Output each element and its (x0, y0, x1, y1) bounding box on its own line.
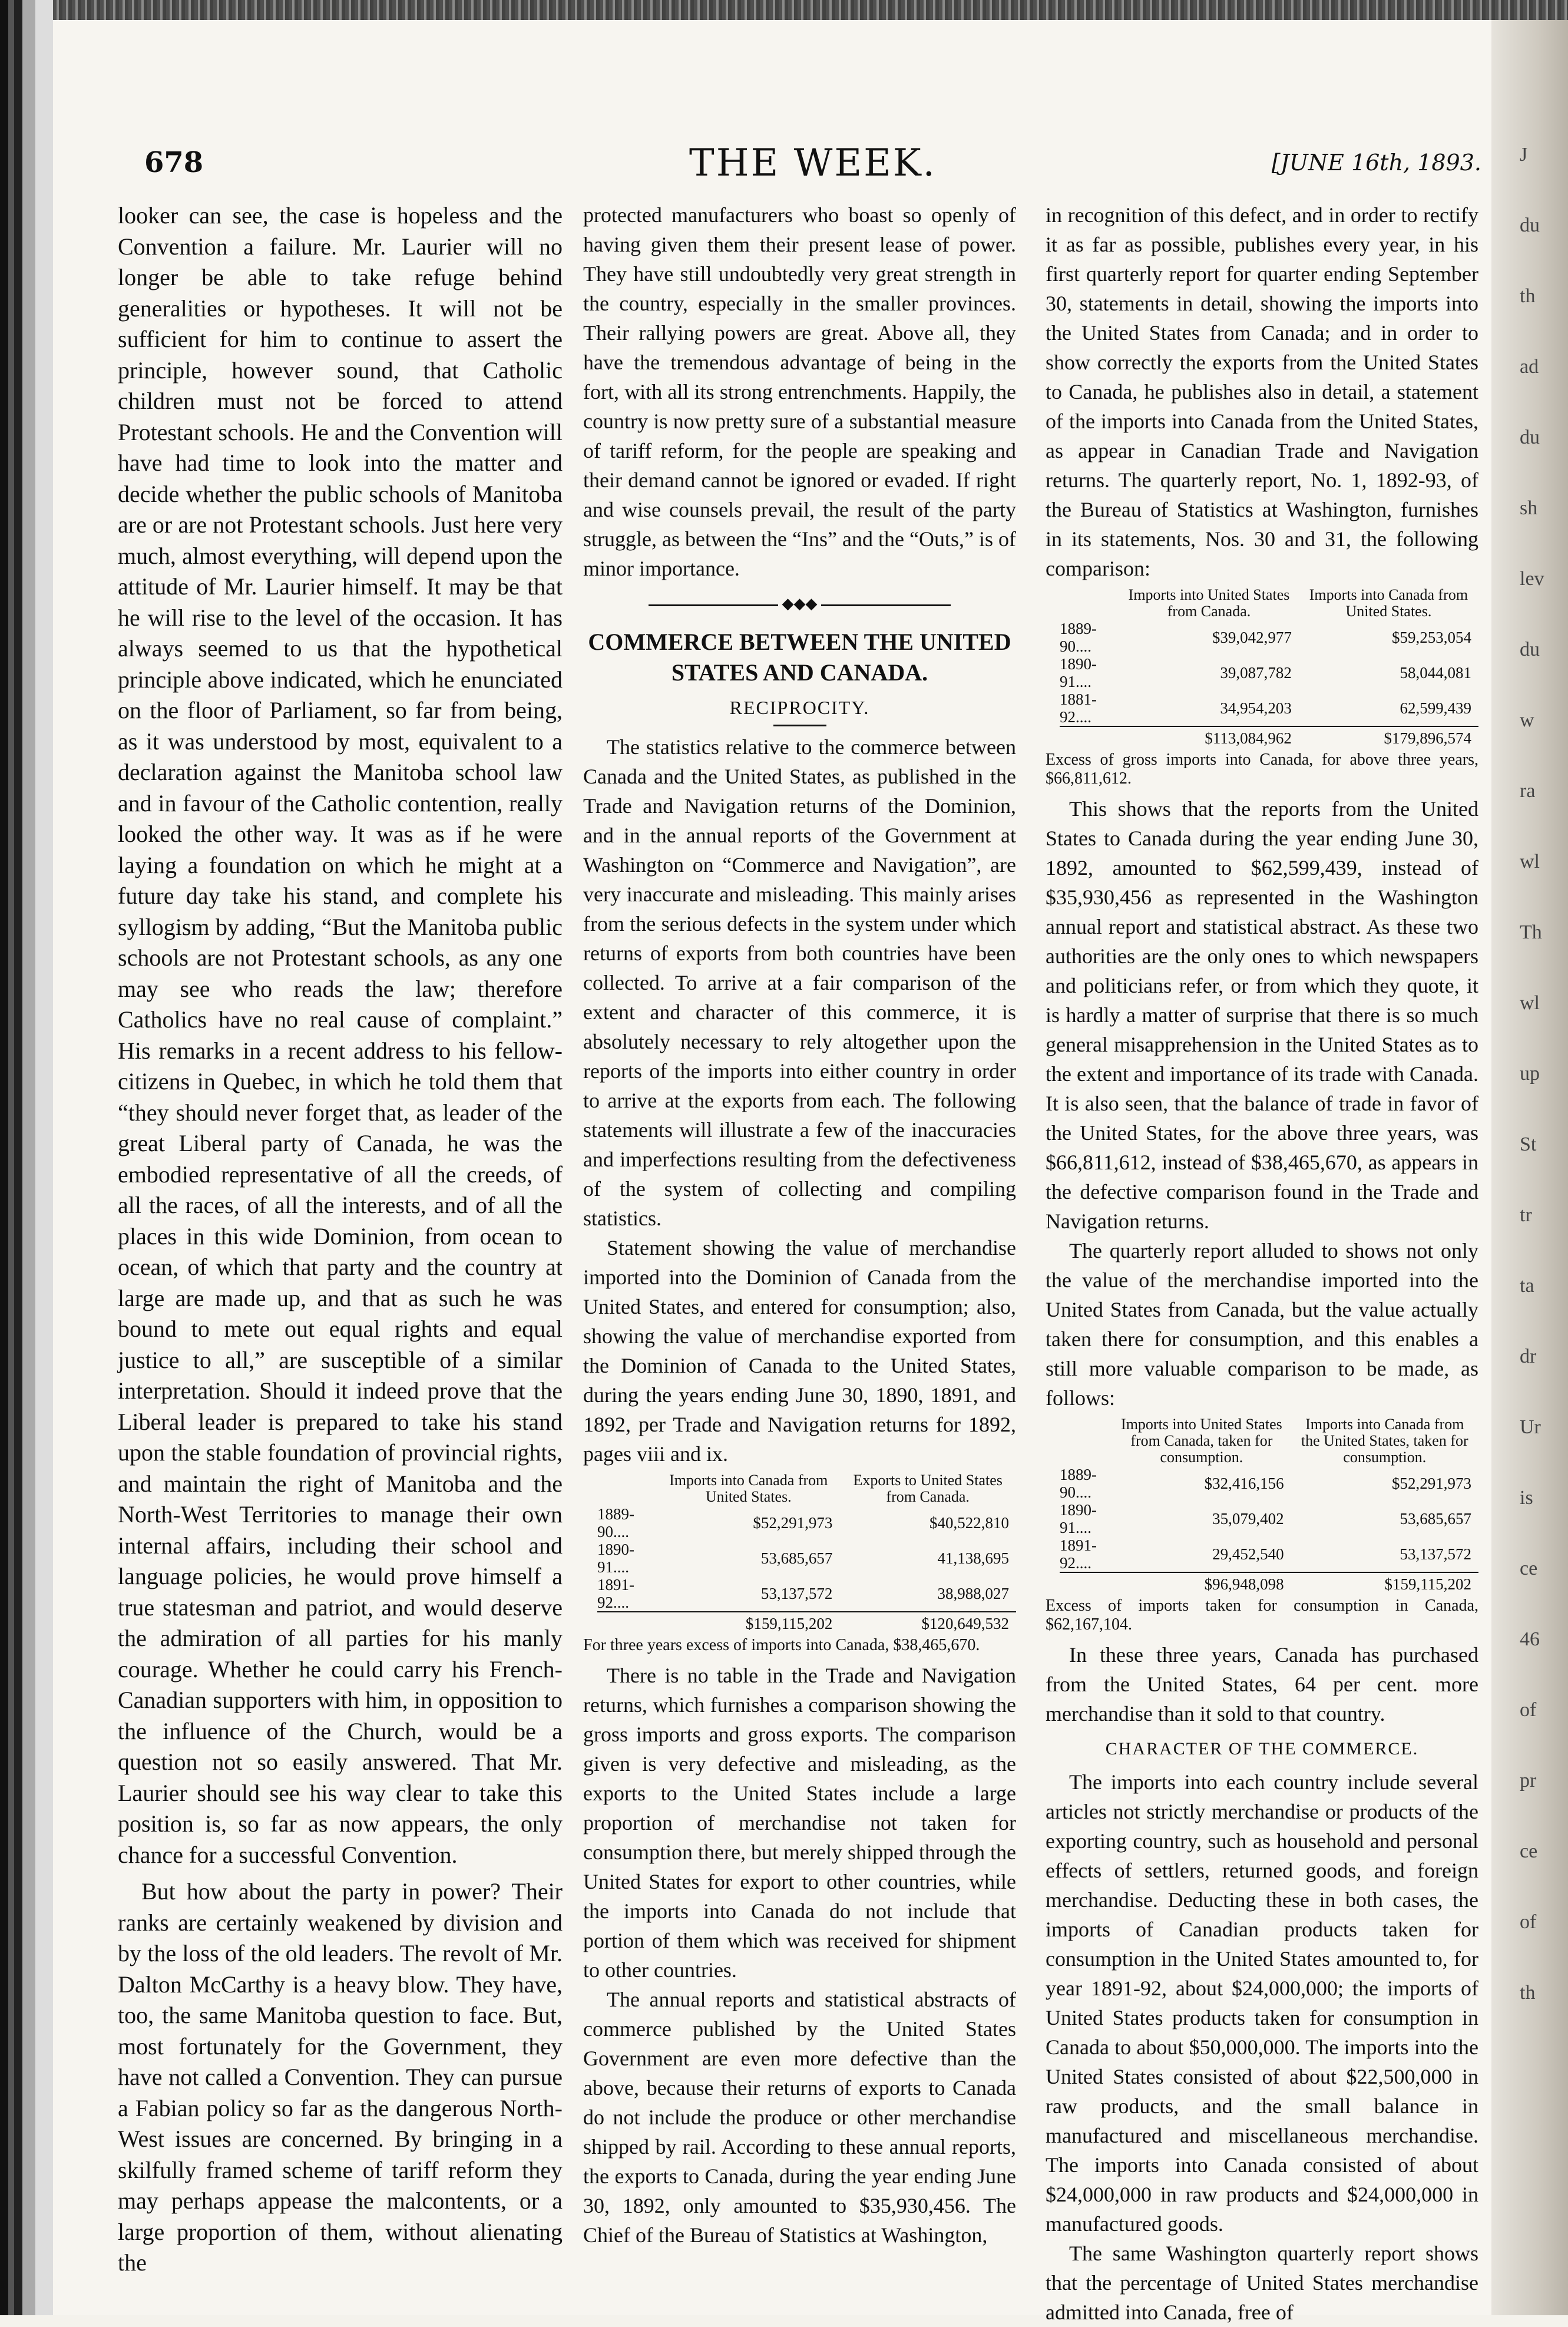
table-cell: 1890-91.... (1060, 655, 1097, 690)
adjacent-page-fragment: th (1520, 1982, 1536, 2004)
adjacent-page-fragment: Ur (1520, 1416, 1541, 1438)
issue-date: [JUNE 16th, 1893. (1271, 150, 1481, 176)
table-note: For three years excess of imports into Canada, $38,465,670. (583, 1636, 980, 1654)
table-row (1060, 620, 1478, 655)
table-cell: $113,084,962 (1119, 726, 1299, 747)
table-cell: 38,988,027 (937, 1585, 1009, 1602)
paragraph: protected manufacturers who boast so openly of having given them their present lease of power. They have still undoubtedly very great strength in the country, especially in the smaller provinces. Their rallying powers are great. Above all, they have the tremendous advantage of being in the fort, with all its strong entrenchments. Happily, the country is now pretty sure of a substantial measure of tariff reform, for the people are speaking and their demand cannot be ignored or evaded. If right and wise counsels prevail, the result of the party struggle, as between the “Ins” and the “Outs,” is of minor importance. (583, 203, 1016, 580)
section-divider: ◆◆◆ (583, 589, 1016, 619)
paragraph: The statistics relative to the commerce between Canada and the United States, as published in the Trade and Navigation returns of the Dominion, and in the annual reports of the Government at Washington on “Commerce and Navigation”, are very inaccurate and misleading. This mainly arises from the serious defects in the system under which returns of exports from both countries have been collected. To arrive at a fair comparison of the extent and character of this commerce, it is absolutely necessary to rely altogether upon the reports of the imports into either country in order to arrive at the exports from each. The following statements will illustrate a few of the inaccuracies and imperfections resulting from the defectiveness of the system of collecting and compiling statistics. (583, 735, 1016, 1230)
table-cell: $32,416,156 (1204, 1475, 1284, 1492)
adjacent-page-fragment: du (1520, 214, 1540, 236)
table-header: Imports into United States from Canada, taken for consumption. (1121, 1416, 1282, 1466)
table-cell: 58,044,081 (1400, 664, 1471, 682)
table-row (1060, 1466, 1478, 1501)
table-cell: 1890-91.... (597, 1541, 634, 1576)
table-header (597, 1472, 657, 1505)
table-row (1060, 1501, 1478, 1536)
adjacent-page-fragment: ce (1520, 1840, 1538, 1862)
adjacent-page-fragment: du (1520, 639, 1540, 660)
page-binding-edge (0, 0, 53, 2315)
table-row (597, 1541, 1016, 1576)
page-top-edge (53, 0, 1568, 20)
table-cell: 1889-90.... (597, 1505, 634, 1541)
table-row (1060, 655, 1478, 690)
adjacent-page-fragment: lev (1520, 568, 1544, 590)
table-cell: $120,649,532 (839, 1612, 1016, 1632)
table-cell: $52,291,973 (1392, 1475, 1471, 1492)
paragraph: Statement showing the value of merchandise imported into the Dominion of Canada from the United States, and entered for consumption; also, showing the value of merchandise exported from the Dominion of Canada to the United States, during the years ending June 30, 1890, 1891, and 1892, per Trade and Navigation returns for 1892, pages viii and ix. (583, 1236, 1016, 1466)
adjacent-page-fragment: J (1520, 144, 1528, 166)
adjacent-page-fragment: tr (1520, 1204, 1532, 1226)
statistics-table (1060, 587, 1478, 747)
table-header (1060, 1416, 1112, 1466)
adjacent-page-fragment: ce (1520, 1558, 1538, 1579)
adjacent-page-fragment: of (1520, 1699, 1537, 1721)
paragraph: But how about the party in power? Their ranks are certainly weakened by division and by the loss of the old leaders. The revolt of Mr. Dalton McCarthy is a heavy blow. They have, too, the same Manitoba question to face. But, most fortunately for the Government, they have not called a Convention. They can pursue a Fabian policy so far as the dangerous North-West issues are concerned. By bringing in a skilfully framed scheme of tariff reform they may perhaps appease the malcontents, or a large proportion of them, without alienating the (118, 1878, 563, 2276)
column-1 (118, 200, 563, 2279)
table-header (1060, 587, 1119, 620)
table-cell: $159,115,202 (1291, 1572, 1478, 1593)
paragraph: The imports into each country include several articles not strictly merchandise or products of the exporting country, such as household and personal effects of settlers, returned goods, and foreign merchandise. Deducting these in both cases, the imports of Canadian products taken for consumption in the United States amounted to, for year 1891-92, about $24,000,000; the imports of United States products taken for consumption in Canada to about $50,000,000. The imports into the United States consisted of about $22,500,000 in raw products, and the small balance in manufactured and miscellaneous merchandise. The imports into Canada consisted of about $24,000,000 in raw products and $24,000,000 in manufactured goods. (1046, 1770, 1478, 2236)
statistics-table (1060, 1416, 1478, 1593)
adjacent-page-fragment: Th (1520, 921, 1542, 943)
paragraph: looker can see, the case is hopeless and the Convention a failure. Mr. Laurier will no longer be able to take refuge behind generalities or hypotheses. It will not be sufficient for him to continue to assert the principle, however sound, that Catholic children must not be forced to attend Protestant schools. He and the Convention will have had time to look into the matter and decide whether the public schools of Manitoba are or are not Protestant schools. Just here very much, almost everything, will depend upon the attitude of Mr. Laurier himself. It may be that he will rise to the level of the occasion. It has always seemed to us that the hypothetical principle above indicated, which he enunciated on the floor of Parliament, so far from being, as it was understood by most, equivalent to a declaration against the Manitoba school law and in favour of the Catholic contention, really looked the other way. It was as if he were laying a foundation on which he might at a future day take his stand, and complete his syllogism by adding, “But the Manitoba public schools are not Protestant schools, as any one may see who reads the law; therefore Catholics have no real cause of complaint.” His remarks in a recent address to his fellow-citizens in Quebec, in which he told them that “they should never forget that, as leader of the great Liberal party of Canada, he was the embodied representative of all the creeds, of all the races, of all the interests, and of all the places in this wide Dominion, from ocean to ocean, of which that party and the country at large are made up, and that as such he was bound to mete out equal rights and equal justice to all,” are susceptible of a similar interpretation. Should it indeed prove that the Liberal leader is prepared to take his stand upon the stable foundation of provincial rights, and maintain the right of Manitoba and the North-West Territories to manage their own internal affairs, including their school and language policies, he would prove himself a true statesman and patriot, and would deserve the admiration of all parties for his manly courage. Whether he could carry his French-Canadian supporters with him, in opposition to the influence of the Church, would be a question not so easily answered. That Mr. Laurier should see his way clear to take this position is, so far as now appears, the only chance for a successful Convention. (118, 202, 563, 1868)
table-cell (1060, 1572, 1112, 1593)
table-cell: $179,896,574 (1299, 726, 1478, 747)
article-headline: COMMERCE BETWEEN THE UNITED STATES AND CANADA. (588, 629, 1011, 686)
table-cell: 1881-92.... (1060, 690, 1097, 726)
table-cell: 29,452,540 (1212, 1545, 1284, 1563)
paragraph: in recognition of this defect, and in order to rectify it as far as possible, publishes every year, in his first quarterly report for quarter ending September 30, statements in detail, showing the imports into the United States from Canada; and in order to show correctly the exports from the United States to Canada, he publishes also in detail, a statement of the imports into Canada from the United States, as appear in Canadian Trade and Navigation returns. The quarterly report, No. 1, 1892-93, of the Bureau of Statistics at Washington, furnishes in its statements, Nos. 30 and 31, the following comparison: (1046, 203, 1478, 580)
table-cell: 53,137,572 (1400, 1545, 1471, 1563)
adjacent-page-fragment: sh (1520, 497, 1538, 519)
paragraph: This shows that the reports from the United States to Canada during the year ending June 30, 1892, amounted to $62,599,439, instead of $35,930,456 as represented in the Washington annual report and statistical abstract. As these two authorities are the only ones to which newspapers and politicians refer, or from which they quote, it is hardly a matter of surprise that there is so much general misapprehension in the United States as to the extent and importance of its trade with Canada. It is also seen, that the balance of trade in favor of the United States, for the above three years, was $66,811,612, instead of $38,465,670, as appears in the defective comparison found in the Trade and Navigation returns. (1046, 797, 1478, 1233)
paragraph: There is no table in the Trade and Navigation returns, which furnishes a comparison showing the gross imports and gross exports. The comparison given is very defective and misleading, as the exports to the United States include a large proportion of merchandise not taken for consumption there, but merely shipped through the United States for export to other countries, while the imports into Canada do not include that portion of them which was received for shipment to other countries. (583, 1664, 1016, 1982)
table-cell: 34,954,203 (1220, 699, 1292, 717)
adjacent-page-fragment: wl (1520, 992, 1540, 1014)
table-cell: 53,137,572 (760, 1585, 833, 1602)
section-subhead: CHARACTER OF THE COMMERCE. (1105, 1739, 1419, 1759)
table-cell (597, 1612, 657, 1632)
adjacent-page-fragment: is (1520, 1487, 1533, 1509)
adjacent-page-fragment: 46 (1520, 1628, 1540, 1650)
table-row (597, 1576, 1016, 1612)
table-row (597, 1505, 1016, 1541)
table-cell: 1889-90.... (1060, 620, 1097, 655)
adjacent-page-fragment: th (1520, 285, 1536, 307)
table-row (1060, 690, 1478, 726)
page-header (144, 141, 1481, 189)
table-cell: 1891-92.... (1060, 1536, 1097, 1572)
adjacent-page-fragment: du (1520, 427, 1540, 448)
adjacent-page-fragment: ad (1520, 356, 1539, 378)
table-cell (1060, 726, 1119, 747)
statistics-table (597, 1472, 1016, 1632)
adjacent-page-fragment: of (1520, 1911, 1537, 1933)
adjacent-page-fragment: dr (1520, 1346, 1537, 1367)
adjacent-page-fragment: w (1520, 709, 1534, 731)
publication-title: THE WEEK. (689, 141, 937, 185)
table-cell: 1889-90.... (1060, 1466, 1097, 1501)
table-cell: 62,599,439 (1400, 699, 1471, 717)
table-row (1060, 1536, 1478, 1572)
table-total-row (1060, 726, 1478, 747)
table-cell: 35,079,402 (1212, 1510, 1284, 1528)
table-cell: $59,253,054 (1392, 629, 1471, 646)
paragraph: The quarterly report alluded to shows not only the value of the merchandise imported into the United States from Canada, but the value actually taken there for consumption, and this enables a still more valuable comparison to be made, as follows: (1046, 1239, 1478, 1410)
adjacent-page-fragment: St (1520, 1133, 1537, 1155)
paragraph: The same Washington quarterly report shows that the percentage of United States merchandise admitted into Canada, free of (1046, 2242, 1478, 2324)
table-header: Imports into United States from Canada. (1128, 586, 1290, 620)
table-header: Exports to United States from Canada. (853, 1472, 1003, 1505)
adjacent-page-fragment: up (1520, 1063, 1540, 1085)
paragraph: In these three years, Canada has purchased from the United States, 64 per cent. more merchandise than it sold to that country. (1046, 1643, 1478, 1726)
table-note: Excess of gross imports into Canada, for above three years, $66,811,612. (1046, 751, 1478, 788)
table-header: Imports into Canada from the United States, taken for consumption. (1301, 1416, 1468, 1466)
paragraph: The annual reports and statistical abstracts of commerce published by the United States Government are even more defective than the above, because their returns of exports to Canada do not include the produce or other merchandise shipped by rail. According to these annual reports, the exports to Canada, during the year ending June 30, 1892, only amounted to $35,930,456. The Chief of the Bureau of Statistics at Washington, (583, 1988, 1016, 2247)
table-header: Imports into Canada from United States. (669, 1472, 828, 1505)
table-cell: $39,042,977 (1212, 629, 1292, 646)
table-header: Imports into Canada from United States. (1309, 586, 1468, 620)
table-cell: 53,685,657 (760, 1549, 833, 1567)
table-cell: $40,522,810 (929, 1514, 1009, 1532)
table-cell: $159,115,202 (657, 1612, 839, 1632)
adjacent-page-fragment: ra (1520, 780, 1536, 802)
page-number: 678 (144, 146, 204, 179)
table-cell: $52,291,973 (753, 1514, 833, 1532)
adjacent-page-fragment: wl (1520, 851, 1540, 872)
adjacent-page-edge (1491, 20, 1568, 2315)
column-2 (583, 200, 1016, 2250)
subhead-rule (773, 725, 826, 726)
table-total-row (597, 1612, 1016, 1632)
table-cell: 53,685,657 (1400, 1510, 1471, 1528)
table-cell: $96,948,098 (1112, 1572, 1291, 1593)
table-cell: 1890-91.... (1060, 1501, 1097, 1536)
column-3 (1046, 200, 1478, 2327)
adjacent-page-fragment: pr (1520, 1770, 1537, 1791)
table-cell: 1891-92.... (597, 1576, 634, 1611)
adjacent-page-fragment: ta (1520, 1275, 1534, 1297)
table-total-row (1060, 1572, 1478, 1593)
table-cell: 41,138,695 (937, 1549, 1009, 1567)
article-subhead: RECIPROCITY. (729, 697, 870, 718)
table-cell: 39,087,782 (1220, 664, 1292, 682)
table-note: Excess of imports taken for consumption in Canada, $62,167,104. (1046, 1596, 1478, 1634)
